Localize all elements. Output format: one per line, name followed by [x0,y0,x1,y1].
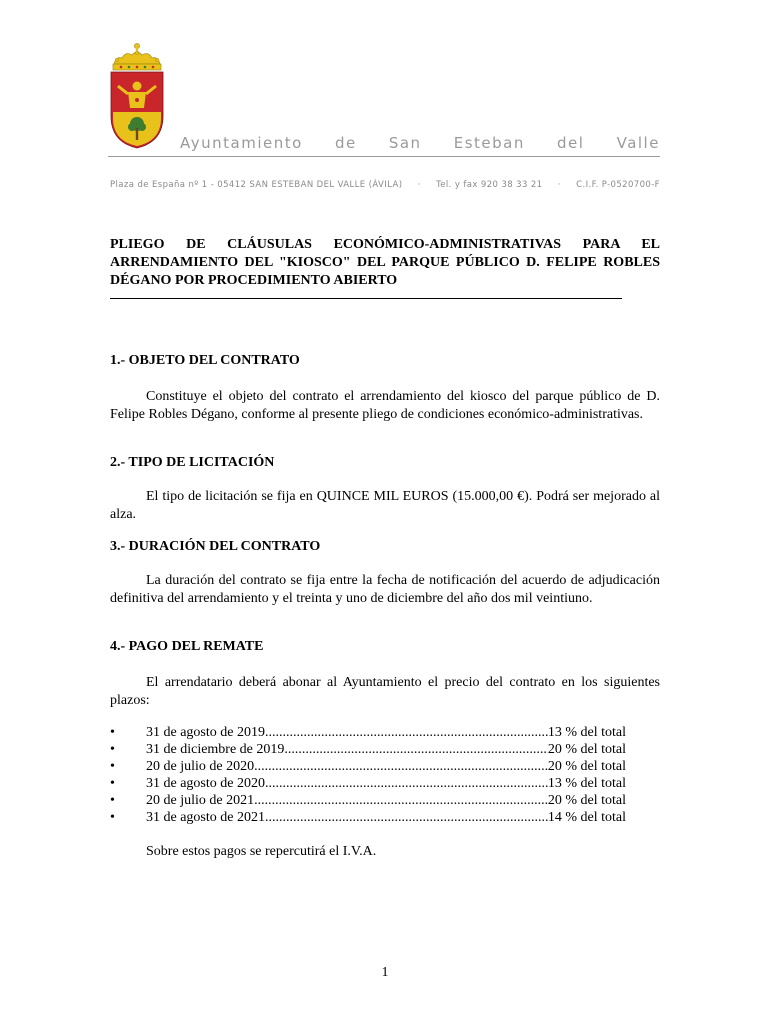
section-paragraph: Constituye el objeto del contrato el arrendamiento del kiosco del parque público de D. Felipe Robles Dégano, conforme al presente pliego de condiciones económico-administrativas. [110,389,660,422]
bullet: • [110,810,115,825]
coat-of-arms-logo [108,42,166,150]
bullet: • [110,742,115,757]
list-item [110,724,626,741]
payment-date: 31 de agosto de 2021 [146,810,265,825]
payment-date: 31 de agosto de 2019 [146,725,265,740]
phone: Tel. y fax 920 38 33 21 [436,180,543,190]
list-item [110,758,626,775]
payment-date: 31 de diciembre de 2019 [146,742,285,757]
payment-percentage: 20 % del total [547,742,626,757]
dot-leader [265,724,548,741]
bullet: • [110,776,115,791]
payment-date: 31 de agosto de 2020 [146,776,265,791]
section-paragraph: El tipo de licitación se fija en QUINCE MIL EUROS (15.000,00 €). Podrá ser mejorado al alza. [110,489,660,522]
town-name-word: San [388,134,422,152]
payment-percentage: 20 % del total [547,759,626,774]
town-name-word: del [557,134,585,152]
dot-leader [265,809,548,826]
address-line [110,180,660,190]
bullet: • [110,793,115,808]
list-item [110,741,626,758]
list-item [110,792,626,809]
section-paragraph: La duración del contrato se fija entre la fecha de notificación del acuerdo de adjudicación definitiva del arrendamiento y el treinta y uno de diciembre del año dos mil veintiuno. [110,573,660,606]
town-name-word: de [334,134,357,152]
section-heading: 3.- DURACIÓN DEL CONTRATO [110,539,321,554]
payment-date: 20 de julio de 2021 [146,793,255,808]
iva-note: Sobre estos pagos se repercutirá el I.V.A. [146,844,377,859]
page-number: 1 [381,965,389,980]
section-paragraph: El arrendatario deberá abonar al Ayuntamiento el precio del contrato en los siguientes plazos: [110,675,660,708]
payment-percentage: 20 % del total [547,793,626,808]
town-name-word: Valle [616,134,660,152]
payment-percentage: 13 % del total [547,776,626,791]
payment-percentage: 13 % del total [547,725,626,740]
section-heading: 1.- OBJETO DEL CONTRATO [110,353,300,368]
address: Plaza de España nº 1 - 05412 SAN ESTEBAN DEL VALLE (ÁVILA) [110,180,403,190]
town-name-word: Esteban [453,134,525,152]
list-item [110,809,626,826]
list-item [110,775,626,792]
cif: C.I.F. P-0520700-F [576,180,660,190]
dot-leader [254,758,548,775]
bullet: • [110,759,115,774]
dot-leader [284,741,547,758]
separator-dot: · [557,180,561,190]
dot-leader [265,775,548,792]
section-heading: 2.- TIPO DE LICITACIÓN [110,455,275,470]
document-title: PLIEGO DE CLÁUSULAS ECONÓMICO-ADMINISTRATIVAS PARA EL ARRENDAMIENTO DEL "KIOSCO" DEL PARQUE PÚBLICO D. FELIPE ROBLES DÉGANO POR PROCEDIMIENTO ABIERTO [110,237,660,288]
payment-schedule-list [110,724,626,826]
payment-date: 20 de julio de 2020 [146,759,255,774]
payment-percentage: 14 % del total [547,810,626,825]
town-name [180,134,660,152]
header-divider [108,156,660,157]
title-underline [110,298,622,299]
bullet: • [110,725,115,740]
section-heading: 4.- PAGO DEL REMATE [110,639,264,654]
separator-dot: · [417,180,421,190]
town-name-word: Ayuntamiento [180,134,303,152]
dot-leader [254,792,548,809]
